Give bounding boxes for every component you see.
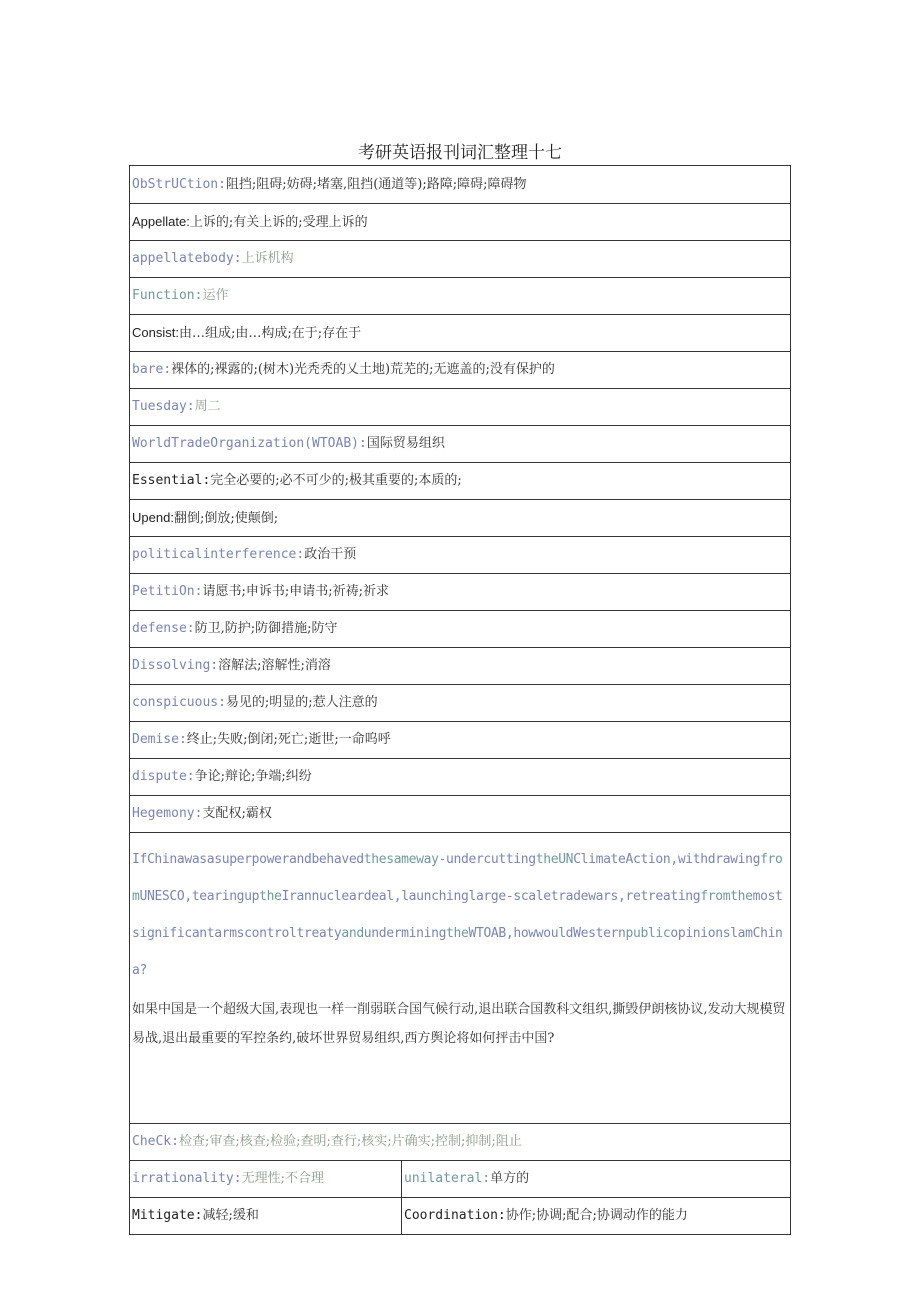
vocab-term: bare [132, 362, 164, 377]
vocab-definition: 减轻;缓和 [202, 1208, 259, 1223]
page-title: 考研英语报刊词汇整理十七 [358, 143, 562, 163]
vocab-row-function [130, 278, 791, 315]
vocab-row-dispute [130, 759, 791, 796]
vocab-separator: : [171, 1134, 179, 1149]
vocab-term: Tuesday [132, 399, 187, 414]
vocab-definition: 运作 [202, 288, 229, 303]
english-segment: UNESCO,tearingup [139, 889, 260, 904]
vocab-separator: : [163, 362, 172, 377]
english-segment: -undercutting [438, 852, 536, 867]
vocab-term: politicalinterference [132, 547, 297, 562]
vocab-separator: : [186, 213, 190, 229]
vocab-cell-mitigate [130, 1198, 402, 1235]
vocab-separator: : [218, 695, 226, 710]
vocab-definition: 上诉机构 [241, 251, 294, 266]
vocab-row-check [130, 1124, 791, 1161]
vocab-term: Coordination [404, 1208, 498, 1223]
vocab-definition: 单方的 [490, 1171, 530, 1186]
vocab-separator: : [218, 176, 226, 192]
vocab-separator: : [482, 1171, 491, 1186]
vocab-row-wto [130, 426, 791, 463]
vocab-separator: : [194, 1208, 203, 1223]
vocab-definition: 检查;审查;核查;检验;查明;查行;核实;片确实;控制;抑制;阻止 [178, 1134, 522, 1149]
english-segment: public [625, 926, 671, 941]
vocab-definition: 上诉的;有关上诉的;受理上诉的 [189, 214, 368, 230]
vocab-definition: 溶解法;溶解性;消溶 [218, 658, 331, 673]
vocab-definition: 防卫,防护;防御措施;防守 [194, 621, 338, 636]
vocab-definition: 翻倒;倒放;使颠倒; [173, 510, 279, 526]
vocab-cell-irrationality [130, 1161, 402, 1198]
vocab-row-appellatebody [130, 241, 791, 278]
vocab-separator: : [358, 436, 367, 451]
vocab-term: Hegemony [132, 806, 195, 821]
vocab-definition: 完全必要的;必不可少的;极其重要的;本质的; [210, 473, 462, 488]
vocab-definition: 终止;失败;倒闭;死亡;逝世;一命呜呼 [186, 732, 391, 747]
english-segment: and [341, 926, 364, 941]
vocab-term: Dissolving [132, 658, 211, 673]
english-segment: opinionslamChina? [132, 926, 783, 978]
vocab-term: Appellate [132, 213, 187, 229]
vocab-separator: : [178, 732, 187, 747]
vocab-term: Consist [132, 324, 176, 340]
vocab-row-tuesday [130, 389, 791, 426]
vocab-definition: 请愿书;申诉书;申请书;祈祷;祈求 [202, 584, 389, 599]
vocab-separator: : [233, 1171, 242, 1186]
vocab-separator: : [170, 509, 174, 525]
vocab-definition: 易见的;明显的;惹人注意的 [225, 695, 378, 710]
vocab-definition: 由…组成;由…构成;在于;存在于 [178, 325, 362, 341]
vocab-row-hegemony [130, 796, 791, 833]
vocab-definition: 国际贸易组织 [366, 436, 445, 451]
vocab-term: PetitiOn [132, 584, 195, 599]
english-segment: theUN [535, 852, 574, 867]
vocab-separator: : [233, 251, 242, 266]
vocab-row-politicalinterference [130, 537, 791, 574]
vocab-term: CheCk [132, 1134, 172, 1149]
vocab-separator: : [186, 399, 195, 414]
vocab-separator: : [186, 621, 195, 636]
vocab-term: appellatebody [132, 251, 234, 266]
english-segment: the [259, 889, 282, 904]
vocab-separator: : [296, 547, 305, 562]
vocab-row-upend [130, 500, 791, 537]
vocab-term: Demise [132, 732, 179, 747]
vocab-term: defense [132, 621, 187, 636]
english-segment: IfChinawasasuperpowerandbehaved [132, 852, 364, 867]
english-segment: thesameway [363, 852, 439, 867]
english-paragraph [132, 841, 788, 989]
english-segment: fromthe [700, 889, 753, 904]
vocab-row-consist [130, 315, 791, 352]
english-segment: mostsignificantarmscontroltreaty [132, 889, 783, 941]
vocab-term: ObStrUCtion [132, 176, 219, 192]
vocab-row-appellate [130, 204, 791, 241]
english-segment: WTOAB,howwouldWestern [468, 926, 626, 941]
vocab-row-demise [130, 722, 791, 759]
vocab-definition: 无理性;不合理 [241, 1171, 324, 1186]
vocab-separator: : [202, 473, 211, 488]
vocab-term: dispute [132, 769, 187, 784]
chinese-translation: 如果中国是一个超级大国,表现也一样一削弱联合国气候行动,退出联合国教科文组织,撕毁伊朗核协议,发动大规模贸易战,退出最重要的军控条约,破坏世界贸易组织,西方舆论将如何抨击中国? [132, 1002, 786, 1046]
vocabulary-table [129, 165, 791, 1235]
vocab-cell-unilateral [402, 1161, 791, 1198]
vocab-term: unilateral [404, 1171, 483, 1186]
vocab-term: WorldTradeOrganization(WTOAB) [132, 436, 359, 451]
vocab-row-conspicuous [130, 685, 791, 722]
english-segment: undermining [363, 926, 447, 941]
vocab-row-obstruction [130, 166, 791, 204]
vocab-definition: 裸体的;裸露的;(树木)光秃秃的乂土地)荒芜的;无遮盖的;没有保护的 [171, 362, 555, 377]
vocab-definition: 政治干预 [304, 547, 357, 562]
english-segment: from [132, 852, 783, 904]
vocab-separator: : [186, 769, 195, 784]
example-paragraph-cell [130, 833, 791, 1124]
vocab-definition: 协作;协调;配合;协调动作的能力 [505, 1208, 688, 1223]
english-segment: ClimateAction,withdrawing [573, 852, 761, 867]
vocab-row-petition [130, 574, 791, 611]
vocab-row-essential [130, 463, 791, 500]
vocab-row-bare [130, 352, 791, 389]
english-segment: the [446, 926, 469, 941]
vocab-definition: 争论;辩论;争端;纠纷 [194, 769, 312, 784]
vocab-row-defense [130, 611, 791, 648]
english-segment: Irannucleardeal,launchinglarge-scaletradewars,retreating [281, 889, 701, 904]
vocab-term: Mitigate [132, 1208, 195, 1223]
vocab-row-dissolving [130, 648, 791, 685]
vocab-definition: 支配权;霸权 [202, 806, 272, 821]
vocab-definition: 阻挡;阻碍;妨碍;堵塞,阻挡(通道等);路障;障碍;障碍物 [225, 176, 527, 192]
vocab-separator: : [175, 324, 179, 340]
vocab-cell-coordination [402, 1198, 791, 1235]
vocab-term: conspicuous [132, 695, 219, 710]
vocab-separator: : [194, 288, 203, 303]
vocab-term: Upend [132, 509, 171, 525]
vocab-separator: : [497, 1208, 506, 1223]
vocab-term: Function [132, 288, 195, 303]
vocab-term: irrationality [132, 1171, 234, 1186]
vocab-term: Essential [132, 473, 203, 488]
vocab-separator: : [194, 584, 203, 599]
vocab-separator: : [194, 806, 203, 821]
vocab-separator: : [210, 658, 219, 673]
vocab-definition: 周二 [194, 399, 221, 414]
